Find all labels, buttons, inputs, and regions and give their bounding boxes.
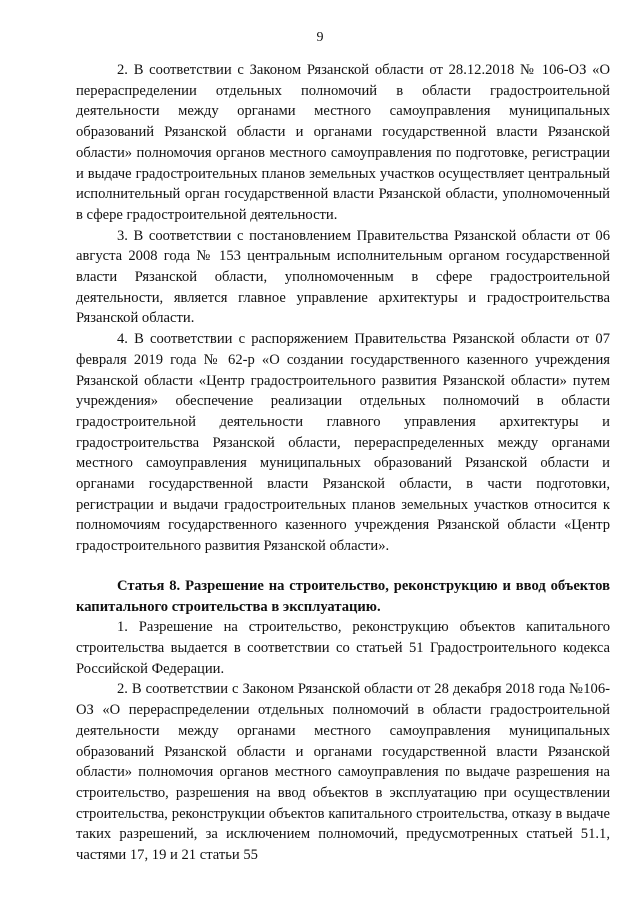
document-body xyxy=(76,60,610,866)
page-number: 9 xyxy=(316,30,324,45)
article-8-paragraph-2: 2. В соответствии с Законом Рязанской области от 28 декабря 2018 года №106-ОЗ «О перераспределении отдельных полномочий в области градостроительной деятельности между органами местного самоуправления муниципальных образований Рязанской области и органами государственной власти Рязанской области» полномочия органов местного самоуправления по выдаче разрешения на строительство, разрешения на ввод объектов в эксплуатацию при осуществлении строительства, реконструкции объектов капитального строительства, отказу в выдаче таких разрешений, за исключением полномочий, предусмотренных статьей 51.1, частями 17, 19 и 21 статьи 55 xyxy=(76,681,610,864)
paragraph-2: 2. В соответствии с Законом Рязанской области от 28.12.2018 № 106-ОЗ «О перераспределении отдельных полномочий в области градостроительной деятельности между органами местного самоуправления муниципальных образований Рязанской области и органами государственной власти Рязанской области» полномочия органов местного самоуправления по подготовке, регистрации и выдаче градостроительных планов земельных участков осуществляет центральный исполнительный орган государственной власти Рязанской области, уполномоченный в сфере градостроительной деятельности. xyxy=(76,62,610,223)
article-8-paragraph-1: 1. Разрешение на строительство, реконструкцию объектов капитального строительства выдается в соответствии со статьей 51 Градостроительного кодекса Российской Федерации. xyxy=(76,619,610,677)
paragraph-4: 4. В соответствии с распоряжением Правительства Рязанской области от 07 февраля 2019 года № 62-р «О создании государственного казенного учреждения Рязанской области «Центр градостроительного развития Рязанской области» путем учреждения» обеспечение реализации отдельных полномочий в области градостроительной деятельности главного управления архитектуры и градостроительства Рязанской области, перераспределенных между органами местного самоуправления муниципальных образований Рязанской области и органами государственной власти Рязанской области, в части подготовки, регистрации и выдачи градостроительных планов земельных участков относится к полномочиям государственного казенного учреждения Рязанской области «Центр градостроительного развития Рязанской области». xyxy=(76,331,610,555)
paragraph-3: 3. В соответствии с постановлением Правительства Рязанской области от 06 августа 2008 года № 153 центральным исполнительным органом государственной власти Рязанской области, уполномоченным в сфере градостроительной деятельности, является главное управление архитектуры и градостроительства Рязанской области. xyxy=(76,227,610,327)
article-8-heading: Статья 8. Разрешение на строительство, реконструкцию и ввод объектов капитального строительства в эксплуатацию. xyxy=(76,577,610,615)
